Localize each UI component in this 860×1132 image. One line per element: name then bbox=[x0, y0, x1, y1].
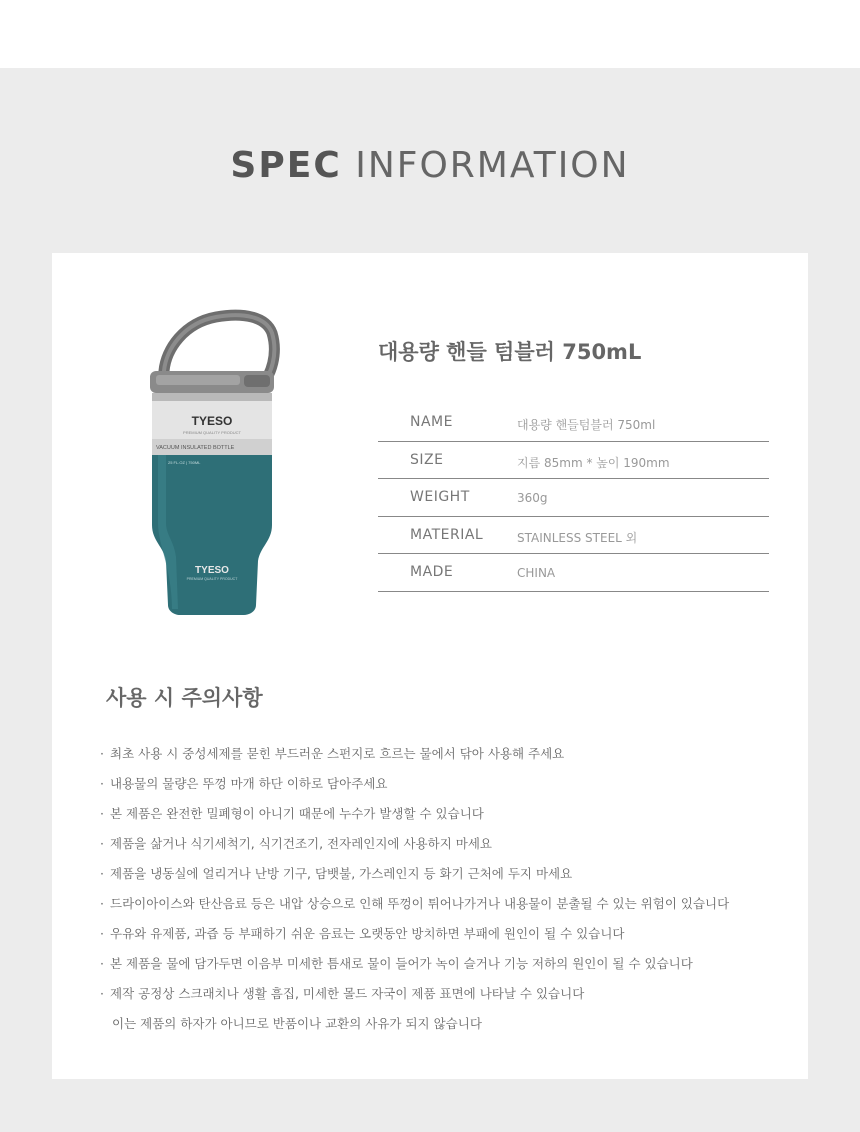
caution-text: 본 제품은 완전한 밀폐형이 아니기 때문에 누수가 발생할 수 있습니다 bbox=[110, 806, 484, 821]
caution-list bbox=[100, 739, 790, 1039]
spec-row-size bbox=[378, 442, 769, 480]
body-brand-tagline: PREMIUM QUALITY PRODUCT bbox=[186, 577, 238, 581]
bullet: · bbox=[100, 986, 104, 1001]
list-item bbox=[100, 769, 790, 799]
title-bold: SPEC bbox=[230, 145, 342, 186]
list-item bbox=[100, 739, 790, 769]
bullet: · bbox=[100, 956, 104, 971]
spec-label: NAME bbox=[410, 414, 453, 430]
brand-tagline: PREMIUM QUALITY PRODUCT bbox=[183, 430, 241, 435]
spec-table bbox=[378, 404, 769, 592]
list-item bbox=[100, 799, 790, 829]
list-item bbox=[100, 979, 790, 1009]
caution-text: 제품을 냉동실에 얼리거나 난방 기구, 담뱃불, 가스레인지 등 화기 근처에 두지 마세요 bbox=[110, 866, 573, 881]
spec-value: STAINLESS STEEL 외 bbox=[517, 530, 638, 545]
caution-text: 제작 공정상 스크래치나 생활 흠집, 미세한 몰드 자국이 제품 표면에 나타날 수 있습니다 bbox=[110, 986, 585, 1001]
band-subtext: 25 FL.OZ | 750ML bbox=[168, 460, 201, 465]
spec-label: WEIGHT bbox=[410, 489, 470, 505]
bullet: · bbox=[100, 776, 104, 791]
body-shape bbox=[152, 455, 272, 615]
spec-value: 지름 85mm * 높이 190mm bbox=[517, 455, 670, 470]
list-item bbox=[100, 859, 790, 889]
section-title bbox=[0, 144, 860, 188]
spec-card bbox=[52, 253, 808, 1079]
bullet: · bbox=[100, 806, 104, 821]
caution-title: 사용 시 주의사항 bbox=[106, 686, 263, 710]
caution-text: 최초 사용 시 중성세제를 묻힌 부드러운 스펀지로 흐르는 물에서 닦아 사용해 주세요 bbox=[110, 746, 565, 761]
spec-value: CHINA bbox=[517, 566, 556, 580]
brand-text: TYESO bbox=[191, 414, 233, 428]
spec-value: 대용량 핸들텀블러 750ml bbox=[517, 418, 656, 432]
lid-spout bbox=[244, 375, 270, 387]
list-item bbox=[100, 919, 790, 949]
list-item bbox=[100, 949, 790, 979]
spec-value: 360g bbox=[517, 491, 548, 505]
band-text: VACUUM INSULATED BOTTLE bbox=[156, 445, 235, 451]
lid-ring bbox=[152, 393, 272, 401]
bullet: · bbox=[100, 866, 104, 881]
product-image bbox=[144, 309, 284, 619]
spec-row-made bbox=[378, 554, 769, 592]
spec-label: MADE bbox=[410, 564, 454, 580]
spec-row-name bbox=[378, 404, 769, 442]
caution-text: 본 제품을 물에 담가두면 이음부 미세한 틈새로 물이 들어가 녹이 슬거나 기능 저하의 원인이 될 수 있습니다 bbox=[110, 956, 693, 971]
bullet: · bbox=[100, 836, 104, 851]
list-item bbox=[100, 889, 790, 919]
title-light: INFORMATION bbox=[355, 145, 630, 186]
spec-row-material bbox=[378, 517, 769, 555]
spec-label: SIZE bbox=[410, 451, 444, 468]
bullet: · bbox=[100, 896, 104, 911]
caution-text: 내용물의 물량은 뚜껑 마개 하단 이하로 담아주세요 bbox=[110, 776, 388, 791]
spec-label: MATERIAL bbox=[410, 526, 484, 543]
caution-sub-note: 이는 제품의 하자가 아니므로 반품이나 교환의 사유가 되지 않습니다 bbox=[112, 1016, 482, 1031]
caution-text: 제품을 삶거나 식기세척기, 식기건조기, 전자레인지에 사용하지 마세요 bbox=[110, 836, 492, 851]
caution-text: 드라이아이스와 탄산음료 등은 내압 상승으로 인해 뚜껑이 튀어나가거나 내용물이 분출될 수 있는 위험이 있습니다 bbox=[110, 896, 730, 911]
list-item bbox=[100, 829, 790, 859]
spec-row-weight bbox=[378, 479, 769, 517]
bullet: · bbox=[100, 746, 104, 761]
caution-text: 우유와 유제품, 과즙 등 부패하기 쉬운 음료는 오랫동안 방치하면 부패에 원인이 될 수 있습니다 bbox=[110, 926, 625, 941]
lid-top bbox=[156, 375, 240, 385]
bullet: · bbox=[100, 926, 104, 941]
body-brand-text: TYESO bbox=[195, 565, 229, 576]
product-name: 대용량 핸들 텀블러 750mL bbox=[378, 340, 642, 364]
